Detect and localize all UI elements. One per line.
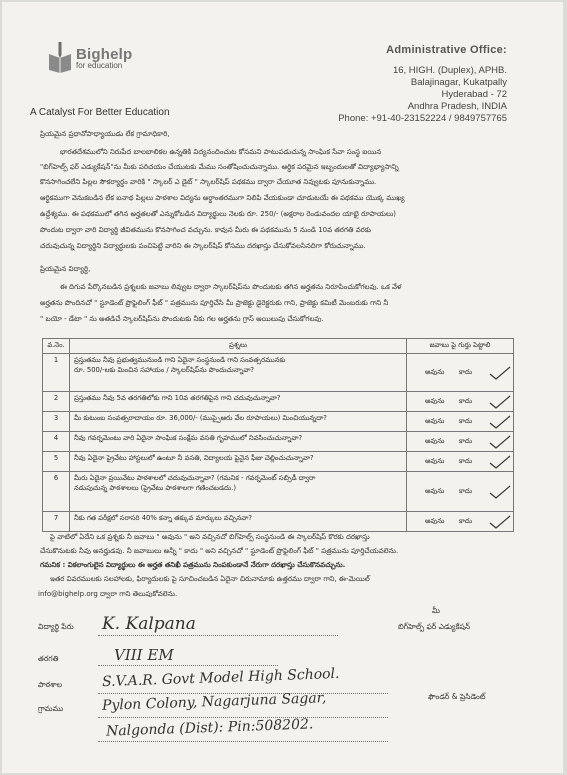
column-header-questions: ప్రశ్నలు [70, 339, 407, 354]
eligibility-table [42, 338, 514, 532]
office-address [338, 44, 507, 125]
row-number: 3 [43, 412, 70, 432]
checkmark-icon [489, 515, 511, 529]
student-name-field[interactable]: K. Kalpana [102, 614, 196, 634]
village-underline [98, 716, 388, 718]
brand-name: Bighelp [76, 46, 133, 63]
question-text: రూ. 500/-లకు మించిన సహాయం / స్కాలర్‌షిప్‌ను పొందుచున్నావా? [74, 366, 255, 374]
note-line: info@bighelp.org ద్వారా గాని తెలుపుకోవలెను. [38, 590, 178, 598]
village-label: గ్రామము [38, 704, 64, 713]
answer-yes: అవును [425, 486, 445, 495]
question-cell [70, 472, 407, 512]
checkmark-icon [489, 366, 511, 380]
answer-yes: అవును [425, 456, 445, 465]
answer-cell[interactable] [407, 354, 514, 392]
note-line: చేసుకొనుటకు నీవు అనర్హుడవు. నీ జవాబులు అన్నీ " కాదు " అని వచ్చినచో " స్టూడెంట్ ప్రొఫైలింగ్ ఫీట్ " పత్రమును పూర్తిచేయవలెను. [40, 547, 399, 555]
school-label: పాఠశాల [38, 680, 63, 689]
row-number: 4 [43, 432, 70, 452]
answer-yes: అవును [425, 396, 445, 405]
paragraph-line: ఉద్దేశ్యము. ఈ పథకములో తగిన అర్హతలతో ఎన్నుకోబడిన విద్యార్థులు నెలకు రూ. 250/- (అక్షరాల రెండువందల యాభై రూపాయలు) [40, 210, 397, 218]
organization-signature: బిగ్‌హెల్ప్ ఫర్ ఎడ్యుకేషన్ [398, 622, 471, 631]
question-text: నీవు గవర్నమెంటు వారి ఏదైనా సాంఘిక సంక్షేమ వసతి గృహములో నివసించుచున్నావా? [74, 434, 303, 442]
column-header-number: వ.నెం. [43, 339, 70, 354]
answer-no: కాదు [459, 516, 473, 525]
class-label: తరగతి [38, 654, 59, 663]
table-header [43, 339, 514, 354]
paragraph-line: పొందుట ద్వారా వారి విద్యార్థి జీవితమును కొనసాగించ వచ్చును. కావున మీరు ఈ పథకమును 5 నుండి 10వ తరగతి వరకు [40, 226, 371, 234]
question-cell [70, 392, 407, 412]
paragraph-line: ఈ దిగువ పేర్కొనబడిన ప్రశ్నలకు జవాబు లివ్వుట ద్వారా స్కాలర్‌షిప్‌ను పొందుటకు తగిన అర్హతను నిరూపించుకోగలవు. ఒక వేళ [60, 283, 402, 291]
table-row [43, 354, 514, 392]
paragraph-line: ఆర్థికముగా వెనుకబడిన లేక ఐనాథ పిల్లలు పాఠశాల విద్యను అర్థాంతరముగా నిలిపి వేయకుండా చూడుటయే ఈ పథకము యొక్క ముఖ్య [40, 194, 405, 202]
answer-cell[interactable] [407, 512, 514, 532]
founder-title: ఫౌండర్ & ప్రెసిడెంట్ [428, 692, 486, 701]
paragraph-line: చదువుచున్న విద్యార్థిని విద్యార్థులకు పంచిపెట్టి వారిని ఈ స్కాలర్‌షిప్ కోసము దరఖాస్తు చేసుకోవలసినదిగా కోరుచున్నాము. [40, 242, 366, 250]
question-cell [70, 432, 407, 452]
tagline: A Catalyst For Better Education [30, 107, 170, 118]
question-text: మీ కుటుంబ సంవత్సరాదాయం రూ. 36,000/- (ముప్పైఆరు వేల రూపాయలు) మించియున్నదా? [74, 414, 327, 422]
paragraph-line: కొనసాగించలేని పిల్లల సౌకర్యార్థం వారికి " స్కాలర్ ఎ డైట్ " స్కాలర్‌షిప్ పథకము ద్వారా చేయూత నివ్వుటకు పూనుకున్నాము. [40, 178, 377, 186]
school-field[interactable]: S.V.A.R. Govt Model High School. [101, 665, 340, 691]
note-line: గమనిక : వికలాంగులైన విద్యార్థులు ఈ అర్హత తనిఖీ పత్రమును నింపకుండానే నేరుగా దరఖాస్తు చేసుకొనవచ్చును. [40, 561, 346, 569]
brand [76, 46, 132, 70]
student-salutation: ప్రియమైన విద్యార్థి, [40, 265, 91, 273]
table-row [43, 512, 514, 532]
paragraph-line: అర్హతను పొందినచో " స్టూడెంట్ ప్రొఫైలింగ్ ఫీట్ " పత్రమును పూర్తిచేసి మీ ప్రాజెక్టు డైరెక్టరుకు గాని, ప్రాజెక్టు కమిటీ మెంబరుకు గాని నీ [40, 299, 389, 307]
answer-yes: అవును [425, 436, 445, 445]
table-row [43, 432, 514, 452]
row-number: 1 [43, 354, 70, 392]
brand-subtitle: for education [76, 61, 123, 70]
answer-cell[interactable] [407, 472, 514, 512]
question-text: నీకు గత పరీక్షలో సరాసరి 40% కన్నా తక్కువ మార్కులు వచ్చినవా? [74, 514, 253, 522]
column-header-answer: జవాబు పై గుర్తు పెట్టాలి [407, 339, 514, 354]
note-line: పై వాటిలో ఏదేని ఒక ప్రశ్నకు నీ జవాబు " అవును " అని వచ్చినచో బిగ్‌హెల్ప్ సంస్థనుండి ఈ స్కాలర్‌షిప్ కొరకు దరఖాస్తు [50, 533, 370, 541]
row-number: 6 [43, 472, 70, 512]
question-text: మీరు ఏదైనా ప్రయివేటు పాఠశాలలో చదువుచున్నావా? (గమనిక - గవర్నమెంట్ సబ్సిడీ ద్వారా [74, 474, 316, 482]
checkmark-icon [489, 415, 511, 429]
checkmark-icon [489, 435, 511, 449]
checkmark-icon [489, 485, 511, 499]
salutation: ప్రియమైన ప్రధానోపాధ్యాయుడు లేక గ్రామాధికారి, [40, 130, 170, 138]
answer-no: కాదు [459, 416, 473, 425]
office-line: Hyderabad - 72 [441, 89, 507, 100]
row-number: 2 [43, 392, 70, 412]
office-phone: Phone: +91-40-23152224 / 9849757765 [338, 113, 507, 124]
table-row [43, 472, 514, 512]
answer-yes: అవును [425, 516, 445, 525]
office-line: Andhra Pradesh, INDIA [407, 101, 507, 112]
class-field[interactable]: VIII EM [114, 646, 174, 664]
address-underline [98, 740, 388, 742]
answer-yes: అవును [425, 367, 445, 376]
paragraph-line: భారతదేశములోని నిరుపేద బాలబాలికల ఉన్నతికి విద్యనందించుట కోసమని పాటుపడుచున్న సాంఘిక సేవా సంస్థ ఐయిన [60, 148, 382, 156]
checkmark-icon [489, 395, 511, 409]
question-text: ప్రస్తుతము నీవు ప్రభుత్వమునుండి గాని ఏదైనా సంస్థనుండి గాని సంవత్సరమునకు [74, 356, 286, 364]
table-row [43, 452, 514, 472]
question-cell [70, 512, 407, 532]
answer-cell[interactable] [407, 432, 514, 452]
answer-yes: అవును [425, 416, 445, 425]
row-number: 7 [43, 512, 70, 532]
answer-no: కాదు [459, 367, 473, 376]
row-number: 5 [43, 452, 70, 472]
question-text: నీవు ఏదైనా ప్రైవేటు హాస్టలులో ఉంటూ నీ వసతి, విద్యాలయ పైనైన ఫీజు చెల్లించుచున్నావా? [74, 454, 314, 462]
office-line: Balajinagar, Kukatpally [410, 77, 507, 88]
question-cell [70, 412, 407, 432]
address-field[interactable]: Nalgonda (Dist): Pin:508202. [105, 716, 314, 740]
answer-no: కాదు [459, 396, 473, 405]
answer-cell[interactable] [407, 412, 514, 432]
table-row [43, 412, 514, 432]
office-title: Administrative Office: [386, 44, 507, 56]
village-field[interactable]: Pylon Colony, Nagarjuna Sagar, [101, 690, 327, 714]
checkmark-icon [489, 455, 511, 469]
office-line: 16, HIGH. (Duplex), APHB. [392, 65, 507, 76]
answer-cell[interactable] [407, 452, 514, 472]
answer-no: కాదు [459, 456, 473, 465]
book-pen-logo-icon [46, 40, 74, 74]
answer-no: కాదు [459, 436, 473, 445]
question-cell [70, 354, 407, 392]
answer-cell[interactable] [407, 392, 514, 412]
paragraph-line: " బయో - డేటా " ను అతడిచే స్కాలర్‌షిప్‌ను పొందుటకు నీకు గల అర్హతను గ్రాస్ అయిలుపు చేసుకోగలవు. [40, 315, 324, 323]
note-line: ఇతర వివరములకు సలహాలకు, ఫిర్యాదులకు పై సూచించబడిన ఏదైనా చిరునామాకు ఉత్తరము ద్వారా గాని, ఈ-మెయిల్ [50, 575, 370, 583]
scanned-document [2, 2, 563, 773]
answer-no: కాదు [459, 486, 473, 495]
student-name-label: విద్యార్థి పేరు [38, 622, 74, 631]
table-row [43, 392, 514, 412]
name-underline [98, 634, 338, 636]
paragraph-line: "బిగ్‌హెల్ప్ ఫర్ ఎడ్యుకేషన్"ను మీకు పరిచయం చేయుటకు మేము సంతోషించుచున్నాము. ఆర్థిక పరమైన ఇబ్బందులతో విద్యాభ్యాసాన్ని [40, 163, 399, 171]
sign-off: మీ [432, 606, 440, 615]
class-underline [98, 664, 278, 666]
question-text: ప్రస్తుతము నీవు 5వ తరగతిలోకు గాని 10వ తరగతిపైన గాని చదువుచున్నావా? [74, 394, 281, 402]
question-cell [70, 452, 407, 472]
question-text: నడుపుచున్న పాఠశాలలు (ప్రైవేటు పాఠశాలగా గణించబడదు.) [74, 484, 236, 492]
